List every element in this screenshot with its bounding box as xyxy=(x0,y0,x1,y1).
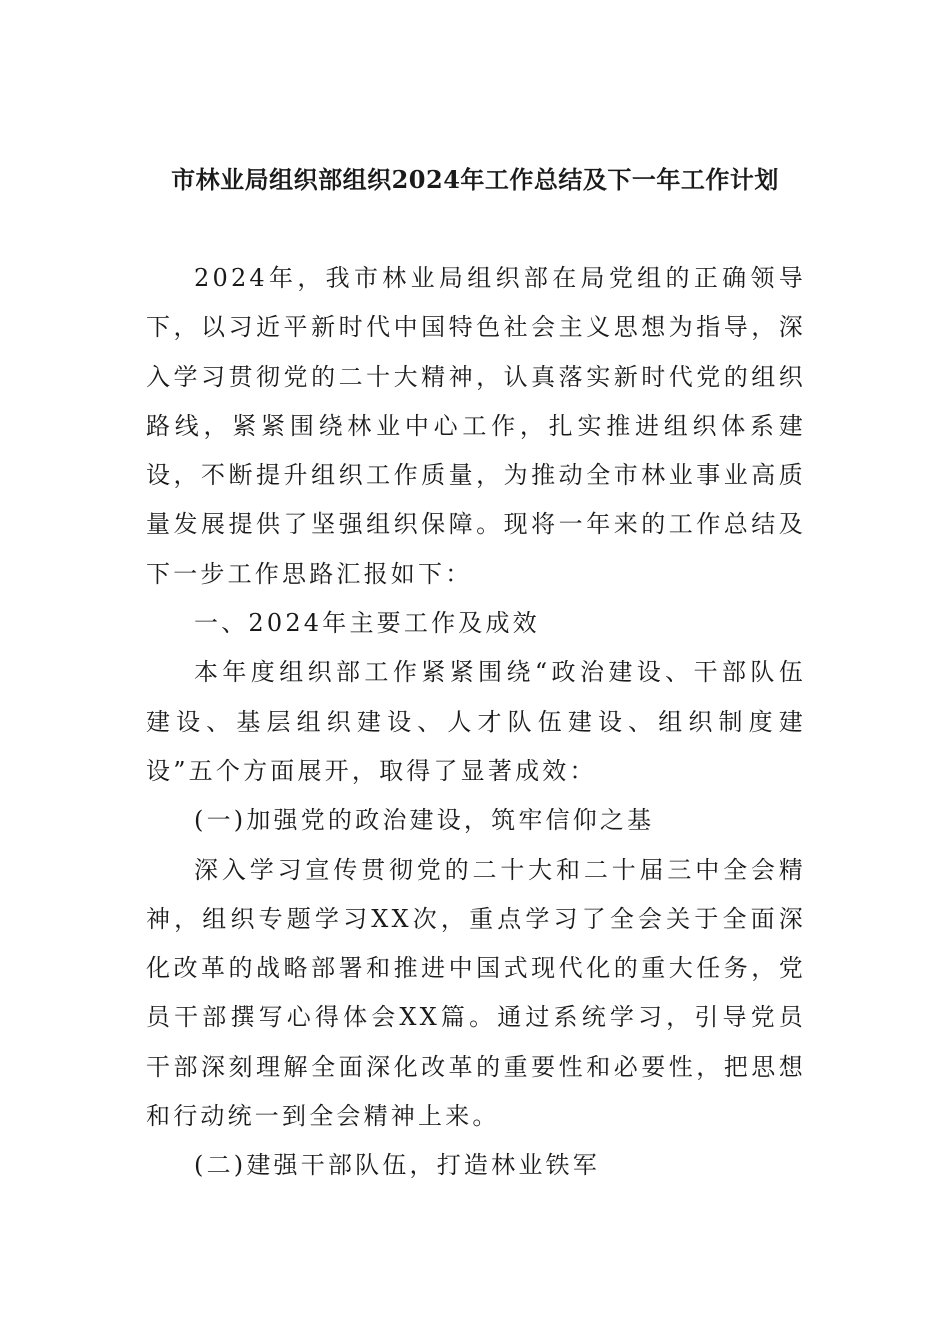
section-heading-1: 一、2024年主要工作及成效 xyxy=(194,609,540,638)
document-title: 市林业局组织部组织2024年工作总结及下一年工作计划 xyxy=(171,165,779,194)
document-body xyxy=(146,254,806,1191)
subsection-heading-2: (二)建强干部队伍，打造林业铁军 xyxy=(194,1151,600,1180)
section-1-paragraph: 本年度组织部工作紧紧围绕“政治建设、干部队伍建设、基层组织建设、人才队伍建设、组织制度建设”五个方面展开，取得了显著成效： xyxy=(146,658,806,785)
subsection-heading-1: (一)加强党的政治建设，筑牢信仰之基 xyxy=(194,806,655,835)
subsection-1-paragraph: 深入学习宣传贯彻党的二十大和二十届三中全会精神，组织专题学习XX次，重点学习了全会关于全面深化改革的战略部署和推进中国式现代化的重大任务，党员干部撰写心得体会XX篇。通过系统学习，引导党员干部深刻理解全面深化改革的重要性和必要性，把思想和行动统一到全会精神上来。 xyxy=(146,855,806,1131)
intro-paragraph: 2024年，我市林业局组织部在局党组的正确领导下，以习近平新时代中国特色社会主义思想为指导，深入学习贯彻党的二十大精神，认真落实新时代党的组织路线，紧紧围绕林业中心工作，扎实推进组织体系建设，不断提升组织工作质量，为推动全市林业事业高质量发展提供了坚强组织保障。现将一年来的工作总结及下一步工作思路汇报如下： xyxy=(146,264,806,588)
